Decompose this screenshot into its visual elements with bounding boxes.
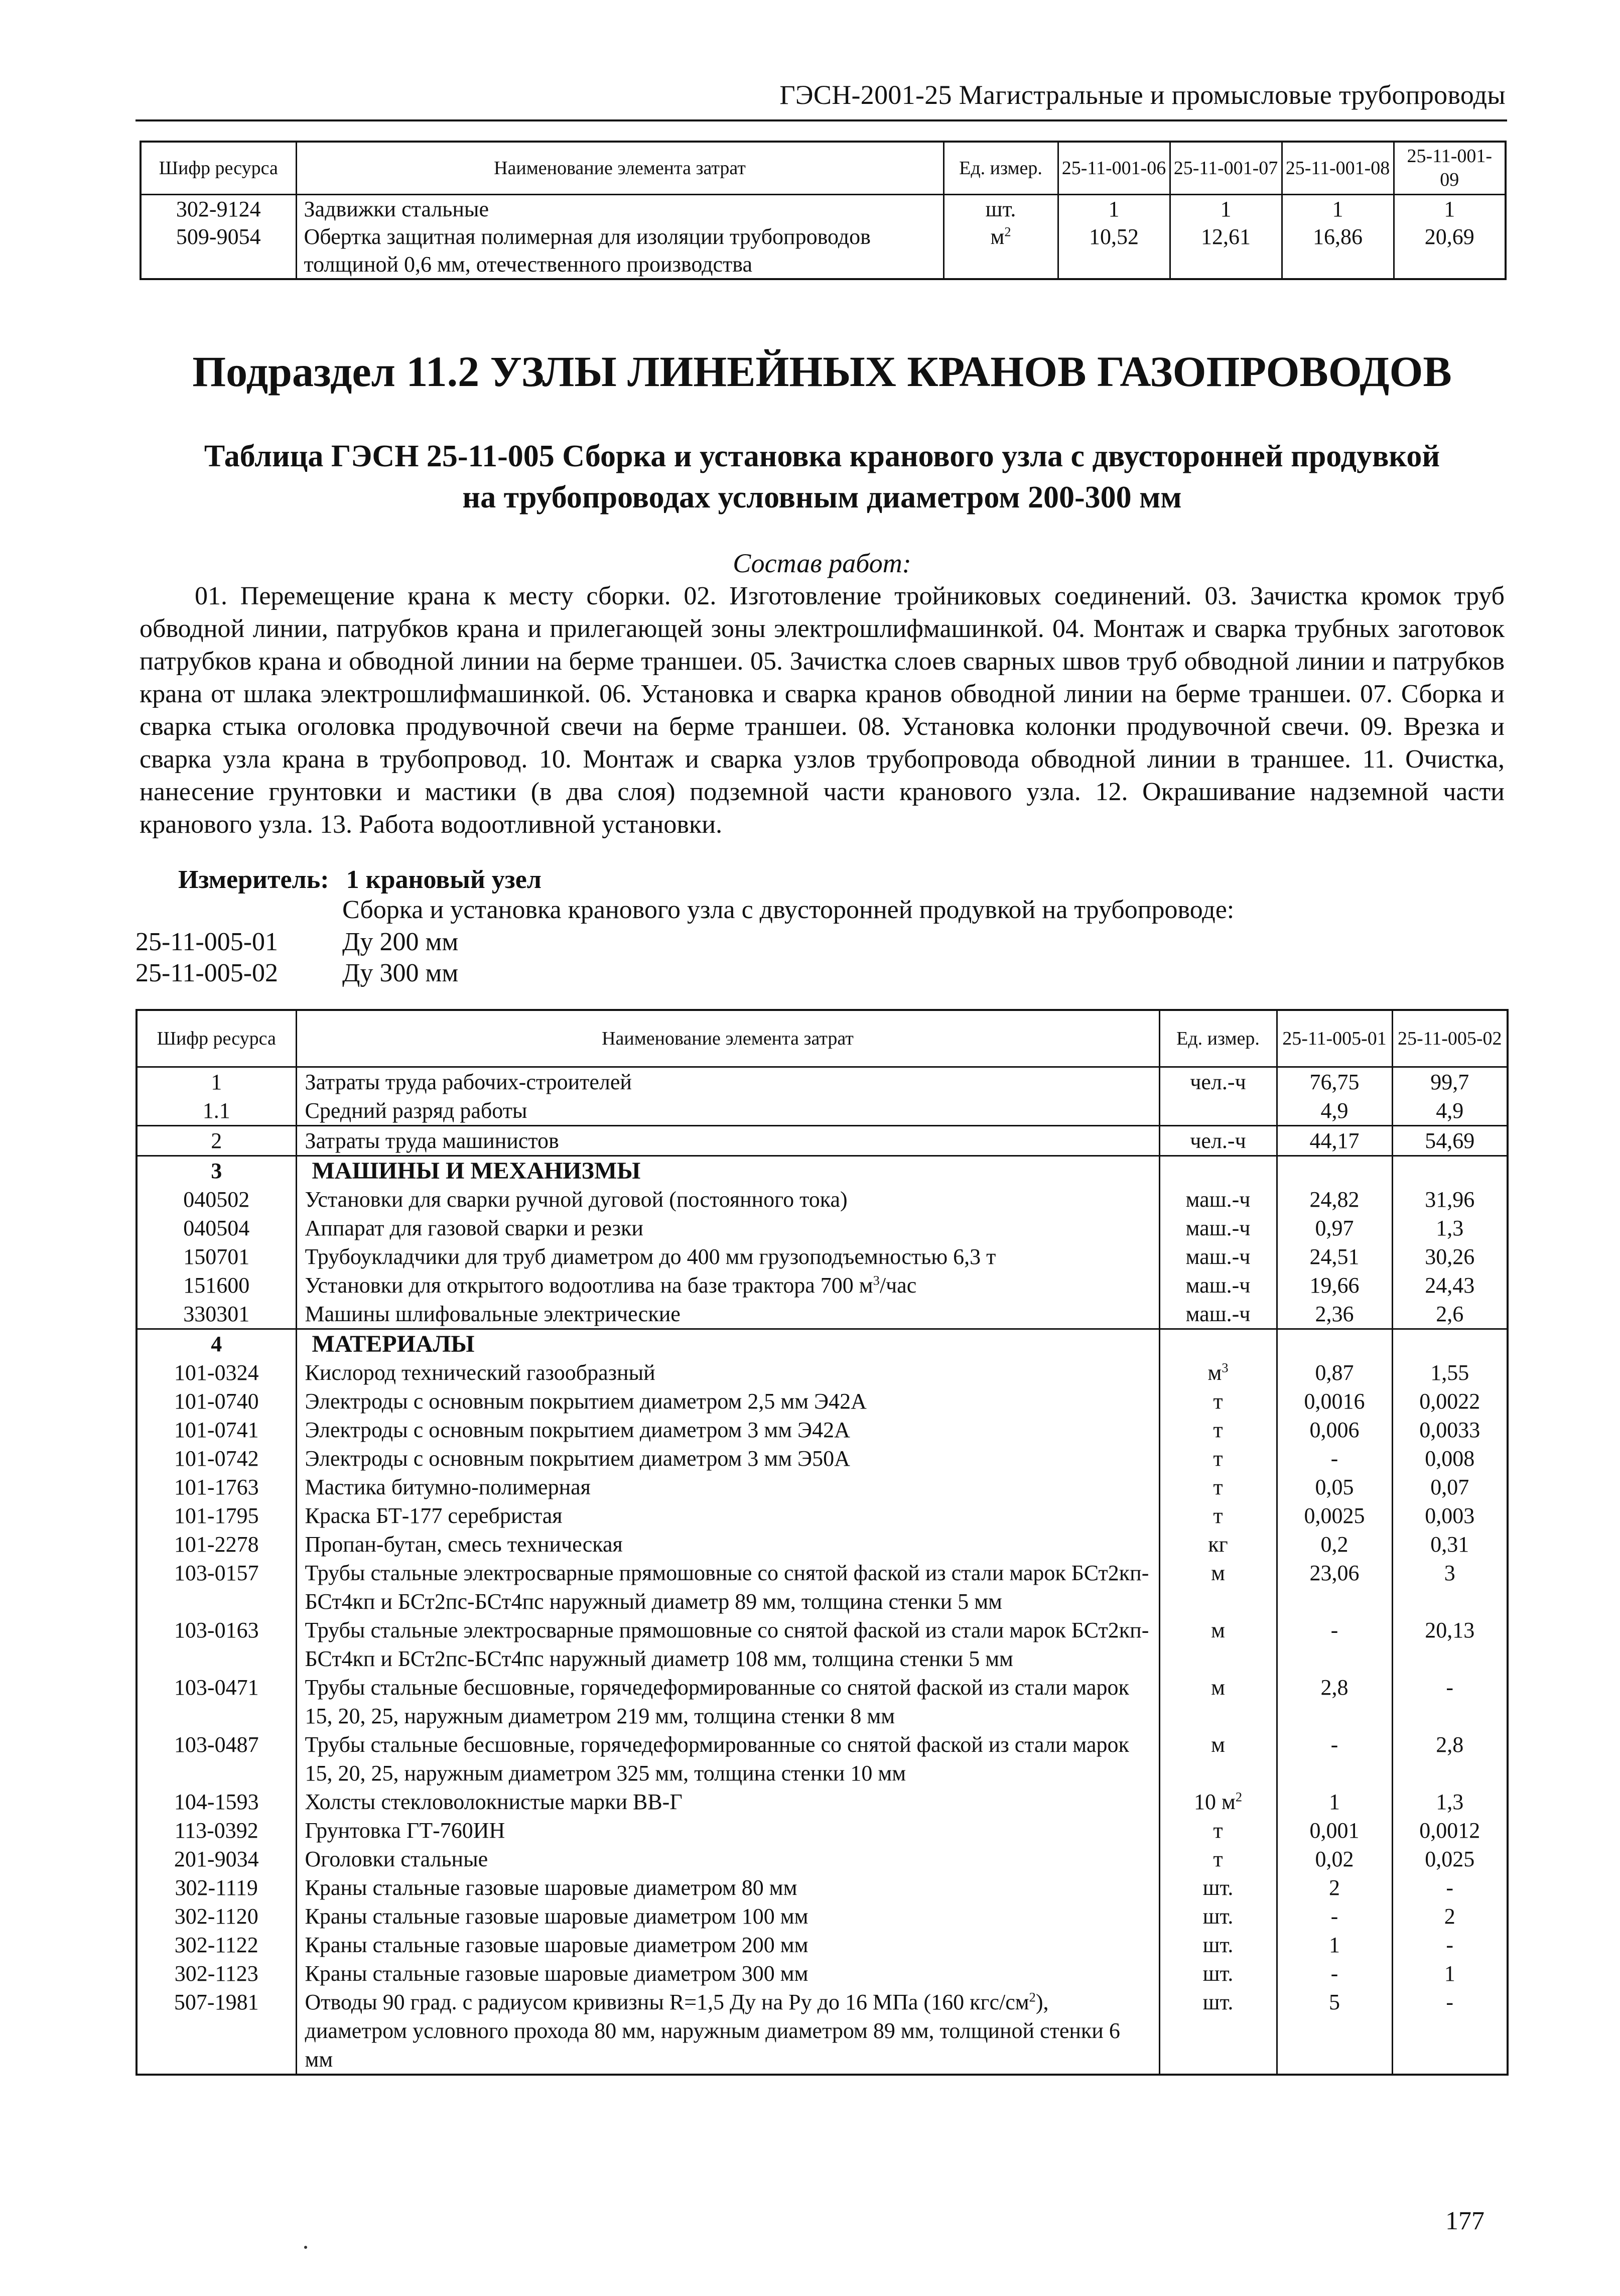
resource-code: 103-0471 [137,1673,296,1730]
resource-unit: м [1159,1559,1277,1616]
table-title-line: на трубопроводах условным диаметром 200-300 мм [462,480,1182,515]
col-header-code: Шифр ресурса [141,142,296,195]
value-cell: 2 [1277,1873,1392,1902]
table-row [137,1387,1508,1416]
resource-name: Обертка защитная полимерная для изоляции трубопроводов толщиной 0,6 мм, отечественного производства [296,223,943,279]
value-cell: 20,13 [1392,1616,1508,1673]
value-cell: 1 [1277,1788,1392,1816]
resource-code: 1.1 [137,1096,296,1126]
table-row [137,1444,1508,1473]
variant-code: 25-11-005-01 [136,928,279,956]
value-cell: 2,6 [1392,1300,1508,1329]
col-header-unit: Ед. измер. [1159,1010,1277,1067]
resource-code: 151600 [137,1271,296,1300]
resource-code: 509-9054 [141,223,296,279]
resource-code: 330301 [137,1300,296,1329]
table-row [141,195,1506,223]
resource-unit: т [1159,1387,1277,1416]
unit-superscript: 2 [1004,224,1011,239]
resource-unit: кг [1159,1530,1277,1559]
resource-code: 103-0157 [137,1559,296,1616]
resource-name: Затраты труда рабочих-строителей [296,1067,1159,1097]
resource-code: 101-0742 [137,1444,296,1473]
variant-row [136,926,458,959]
table-header-row [141,142,1506,195]
unit-base: м [990,224,1005,249]
resource-name: Пропан-бутан, смесь техническая [296,1530,1159,1559]
resource-code: 101-1795 [137,1501,296,1530]
resource-code: 113-0392 [137,1816,296,1845]
col-header-variant: 25-11-001-08 [1282,142,1394,195]
value-cell: 0,87 [1277,1358,1392,1387]
resource-unit: шт. [1159,1988,1277,2075]
value-cell: 44,17 [1277,1126,1392,1156]
value-cell: - [1392,1873,1508,1902]
resource-name: Электроды с основным покрытием диаметром 2,5 мм Э42А [296,1387,1159,1416]
value-cell: 5 [1277,1988,1392,2075]
value-cell: 0,0025 [1277,1501,1392,1530]
section-title: МАТЕРИАЛЫ [296,1329,1159,1359]
table-row [137,1673,1508,1730]
value-cell: 0,07 [1392,1473,1508,1501]
name-text: /час [879,1273,917,1298]
table-row [137,1126,1508,1156]
variant-row [136,957,458,990]
value-cell: 0,001 [1277,1816,1392,1845]
value-cell: 0,0016 [1277,1387,1392,1416]
col-header-variant: 25-11-001-06 [1058,142,1170,195]
running-header: ГЭСН-2001-25 Магистральные и промысловые трубопроводы [779,80,1506,110]
resource-unit: м [1159,1730,1277,1788]
unit-superscript: 2 [1235,1789,1243,1805]
resource-unit [1159,1329,1277,1359]
page-number: 177 [1445,2207,1484,2235]
section-number: 4 [137,1329,296,1359]
resource-unit: маш.-ч [1159,1185,1277,1214]
value-cell: 0,006 [1277,1416,1392,1444]
meter-label: Измеритель: [178,865,329,894]
table-row [137,1096,1508,1126]
name-superscript: 3 [873,1272,880,1288]
table-row [137,1271,1508,1300]
resource-name: Краны стальные газовые шаровые диаметром 80 мм [296,1873,1159,1902]
resource-name: Трубы стальные бесшовные, горячедеформированные со снятой фаской из стали марок 15, 20, 25, наружным диаметром 219 мм, толщина стенки 8 мм [296,1673,1159,1730]
name-text: ), диаметром условного прохода 80 мм, наружным диаметром 89 мм, толщиной стенки 6 мм [305,1990,1120,2072]
col-header-name: Наименование элемента затрат [296,142,943,195]
table-row [137,1358,1508,1387]
table-row [137,1530,1508,1559]
table-row [137,1873,1508,1902]
resource-code: 104-1593 [137,1788,296,1816]
value-cell: 16,86 [1282,223,1394,279]
value-cell: - [1277,1902,1392,1931]
resource-code: 1 [137,1067,296,1097]
resource-unit: чел.-ч [1159,1067,1277,1097]
resource-unit: т [1159,1473,1277,1501]
resource-name [296,1271,1159,1300]
section-row [137,1156,1508,1186]
value-cell: 4,9 [1392,1096,1508,1126]
meter-value: 1 крановый узел [346,865,542,894]
resource-unit: м [1159,1616,1277,1673]
resource-name: Грунтовка ГТ-760ИН [296,1816,1159,1845]
value-cell: 2 [1392,1902,1508,1931]
value-cell: 0,0022 [1392,1387,1508,1416]
value-cell: - [1277,1959,1392,1988]
table-row [137,1501,1508,1530]
table-row [137,1788,1508,1816]
value-cell: 31,96 [1392,1185,1508,1214]
col-header-name: Наименование элемента затрат [296,1010,1159,1067]
table-row [137,1988,1508,2075]
resource-code: 101-1763 [137,1473,296,1501]
table-row [137,1473,1508,1501]
resource-name: Оголовки стальные [296,1845,1159,1873]
resource-name: Средний разряд работы [296,1096,1159,1126]
table-row [137,1067,1508,1097]
name-superscript: 2 [1029,1989,1036,2005]
resource-unit: м [1159,1673,1277,1730]
resource-code: 302-1120 [137,1902,296,1931]
unit-superscript: 3 [1222,1360,1229,1375]
resource-code: 103-0487 [137,1730,296,1788]
table-row [137,1242,1508,1271]
resource-code: 2 [137,1126,296,1156]
variant-heading: Сборка и установка кранового узла с двусторонней продувкой на трубопроводе: [342,896,1235,924]
value-cell [1277,1329,1392,1359]
resource-unit: маш.-ч [1159,1242,1277,1271]
table-row [137,1214,1508,1242]
value-cell [1392,1329,1508,1359]
table-row [137,1559,1508,1616]
table-row [137,1185,1508,1214]
resource-table [136,1009,1509,2076]
value-cell: 2,8 [1277,1673,1392,1730]
resource-unit: шт. [1159,1873,1277,1902]
resource-unit [1159,1358,1277,1387]
scan-dot [304,2246,307,2249]
resource-name: Трубоукладчики для труб диаметром до 400 мм грузоподъемностью 6,3 т [296,1242,1159,1271]
resource-code: 150701 [137,1242,296,1271]
table-row [137,1959,1508,1988]
value-cell: - [1392,1931,1508,1959]
value-cell: 2,36 [1277,1300,1392,1329]
col-header-code: Шифр ресурса [137,1010,296,1067]
col-header-unit: Ед. измер. [943,142,1058,195]
table-row [137,1616,1508,1673]
value-cell: 23,06 [1277,1559,1392,1616]
value-cell: 1 [1170,195,1282,223]
table-header-row [137,1010,1508,1067]
value-cell: 0,2 [1277,1530,1392,1559]
section-row [137,1329,1508,1359]
resource-unit: маш.-ч [1159,1300,1277,1329]
resource-table-body [137,1067,1508,2075]
value-cell: 76,75 [1277,1067,1392,1097]
value-cell: 99,7 [1392,1067,1508,1097]
unit-base: м [1207,1360,1222,1385]
value-cell: 0,0012 [1392,1816,1508,1845]
value-cell: 0,31 [1392,1530,1508,1559]
resource-code: 101-2278 [137,1530,296,1559]
table-row [137,1416,1508,1444]
value-cell: 0,97 [1277,1214,1392,1242]
table-title [140,436,1505,518]
resource-unit: шт. [943,195,1058,223]
value-cell: 0,05 [1277,1473,1392,1501]
resource-code: 302-9124 [141,195,296,223]
value-cell: 2,8 [1392,1730,1508,1788]
value-cell: 1 [1282,195,1394,223]
resource-unit: т [1159,1816,1277,1845]
unit-base: 10 м [1193,1790,1236,1814]
value-cell [1392,1156,1508,1186]
resource-code: 101-0741 [137,1416,296,1444]
value-cell: 1,3 [1392,1788,1508,1816]
work-composition-heading: Состав работ: [733,548,911,578]
resource-code: 101-0324 [137,1358,296,1387]
resource-code: 040504 [137,1214,296,1242]
resource-unit [1159,1788,1277,1816]
resource-unit [943,223,1058,279]
table-row [137,1300,1508,1329]
resource-name: Трубы стальные электросварные прямошовные со снятой фаской из стали марок БСт2кп-БСт4кп и БСт2пс-БСт4пс наружный диаметр 89 мм, толщина стенки 5 мм [296,1559,1159,1616]
resource-unit [1159,1156,1277,1186]
value-cell: - [1392,1673,1508,1730]
section-number: 3 [137,1156,296,1186]
value-cell: - [1277,1730,1392,1788]
resource-code: 201-9034 [137,1845,296,1873]
resource-name: Краны стальные газовые шаровые диаметром 100 мм [296,1902,1159,1931]
variant-label: Ду 300 мм [342,959,459,987]
value-cell: 1,55 [1392,1358,1508,1387]
name-text: Установки для открытого водоотлива на базе трактора 700 м [305,1273,873,1298]
table-row [137,1816,1508,1845]
resource-name: Аппарат для газовой сварки и резки [296,1214,1159,1242]
value-cell: 10,52 [1058,223,1170,279]
col-header-variant: 25-11-001-09 [1394,142,1506,195]
resource-name: Трубы стальные бесшовные, горячедеформированные со снятой фаской из стали марок 15, 20, 25, наружным диаметром 325 мм, толщина стенки 10 мм [296,1730,1159,1788]
resource-name: Холсты стекловолокнистые марки ВВ-Г [296,1788,1159,1816]
resource-unit: т [1159,1416,1277,1444]
resource-name: Трубы стальные электросварные прямошовные со снятой фаской из стали марок БСт2кп-БСт4кп и БСт2пс-БСт4пс наружный диаметр 108 мм, толщина стенки 5 мм [296,1616,1159,1673]
resource-name: Мастика битумно-полимерная [296,1473,1159,1501]
resource-unit: маш.-ч [1159,1214,1277,1242]
work-composition-text: 01. Перемещение крана к месту сборки. 02. Изготовление тройниковых соединений. 03. Зачистка кромок труб обводной линии, патрубков крана и прилегающей зоны электрошлифмашинкой. 04. Монтаж и сварка трубных заготовок патрубков крана и обводной линии на берме траншеи. 05. Зачистка слоев сварных швов труб обводной линии и патрубков крана от шлака электрошлифмашинкой. 06. Установка и сварка кранов обводной линии на берме траншеи. 07. Сборка и сварка стыка оголовка продувочной свечи на берме траншеи. 08. Установка колонки продувочной свечи. 09. Врезка и сварка узла крана в трубопровод. 10. Монтаж и сварка узлов трубопровода обводной линии в траншее. 11. Очистка, нанесение грунтовки и мастики (в два слоя) подземной части кранового узла. 12. Окрашивание надземной части кранового узла. 13. Работа водоотливной установки. [140,582,1505,839]
value-cell: 30,26 [1392,1242,1508,1271]
resource-code: 040502 [137,1185,296,1214]
resource-code: 507-1981 [137,1988,296,2075]
table-row [141,223,1506,279]
value-cell: 24,51 [1277,1242,1392,1271]
resource-name: Краска БТ-177 серебристая [296,1501,1159,1530]
resource-name: Машины шлифовальные электрические [296,1300,1159,1329]
value-cell: 20,69 [1394,223,1506,279]
value-cell: - [1277,1616,1392,1673]
value-cell: 0,008 [1392,1444,1508,1473]
name-text: Отводы 90 град. с радиусом кривизны R=1,5 Ду на Ру до 16 МПа (160 кгс/см [305,1990,1029,2014]
resource-name: Электроды с основным покрытием диаметром 3 мм Э42А [296,1416,1159,1444]
resource-name: Краны стальные газовые шаровые диаметром 200 мм [296,1931,1159,1959]
table-title-line: Таблица ГЭСН 25-11-005 Сборка и установка кранового узла с двусторонней продувкой [204,439,1440,473]
resource-name [296,1988,1159,2075]
resource-code: 302-1119 [137,1873,296,1902]
variant-label: Ду 200 мм [342,928,459,956]
value-cell: 0,0033 [1392,1416,1508,1444]
value-cell: - [1392,1988,1508,2075]
value-cell: - [1277,1444,1392,1473]
resource-unit: шт. [1159,1931,1277,1959]
header-rule [136,119,1507,121]
resource-code: 302-1123 [137,1959,296,1988]
value-cell: 1 [1277,1931,1392,1959]
resource-code: 302-1122 [137,1931,296,1959]
table-row [137,1730,1508,1788]
resource-unit: т [1159,1444,1277,1473]
value-cell: 1,3 [1392,1214,1508,1242]
value-cell: 0,003 [1392,1501,1508,1530]
resource-unit: шт. [1159,1959,1277,1988]
value-cell [1277,1156,1392,1186]
section-title: МАШИНЫ И МЕХАНИЗМЫ [296,1156,1159,1186]
resource-name: Затраты труда машинистов [296,1126,1159,1156]
table-row [137,1902,1508,1931]
value-cell: 12,61 [1170,223,1282,279]
resource-unit: чел.-ч [1159,1126,1277,1156]
value-cell: 19,66 [1277,1271,1392,1300]
resource-code: 101-0740 [137,1387,296,1416]
resource-name: Установки для сварки ручной дуговой (постоянного тока) [296,1185,1159,1214]
resource-unit: шт. [1159,1902,1277,1931]
resource-name: Краны стальные газовые шаровые диаметром 300 мм [296,1959,1159,1988]
variant-code: 25-11-005-02 [136,959,279,987]
table-row [137,1931,1508,1959]
resource-unit [1159,1096,1277,1126]
col-header-variant: 25-11-001-07 [1170,142,1282,195]
resource-table-continued [140,141,1507,280]
value-cell: 3 [1392,1559,1508,1616]
resource-name: Электроды с основным покрытием диаметром 3 мм Э50А [296,1444,1159,1473]
value-cell: 24,82 [1277,1185,1392,1214]
col-header-variant: 25-11-005-02 [1392,1010,1508,1067]
value-cell: 54,69 [1392,1126,1508,1156]
resource-unit: маш.-ч [1159,1271,1277,1300]
col-header-variant: 25-11-005-01 [1277,1010,1392,1067]
value-cell: 24,43 [1392,1271,1508,1300]
meter-line [178,863,559,897]
resource-unit: т [1159,1501,1277,1530]
subsection-title: Подраздел 11.2 УЗЛЫ ЛИНЕЙНЫХ КРАНОВ ГАЗОПРОВОДОВ [192,347,1452,396]
resource-unit: т [1159,1845,1277,1873]
value-cell: 4,9 [1277,1096,1392,1126]
value-cell: 1 [1392,1959,1508,1988]
resource-name: Кислород технический газообразный [296,1358,1159,1387]
resource-code: 103-0163 [137,1616,296,1673]
value-cell: 1 [1058,195,1170,223]
table-row [137,1845,1508,1873]
value-cell: 1 [1394,195,1506,223]
resource-name: Задвижки стальные [296,195,943,223]
value-cell: 0,025 [1392,1845,1508,1873]
value-cell: 0,02 [1277,1845,1392,1873]
